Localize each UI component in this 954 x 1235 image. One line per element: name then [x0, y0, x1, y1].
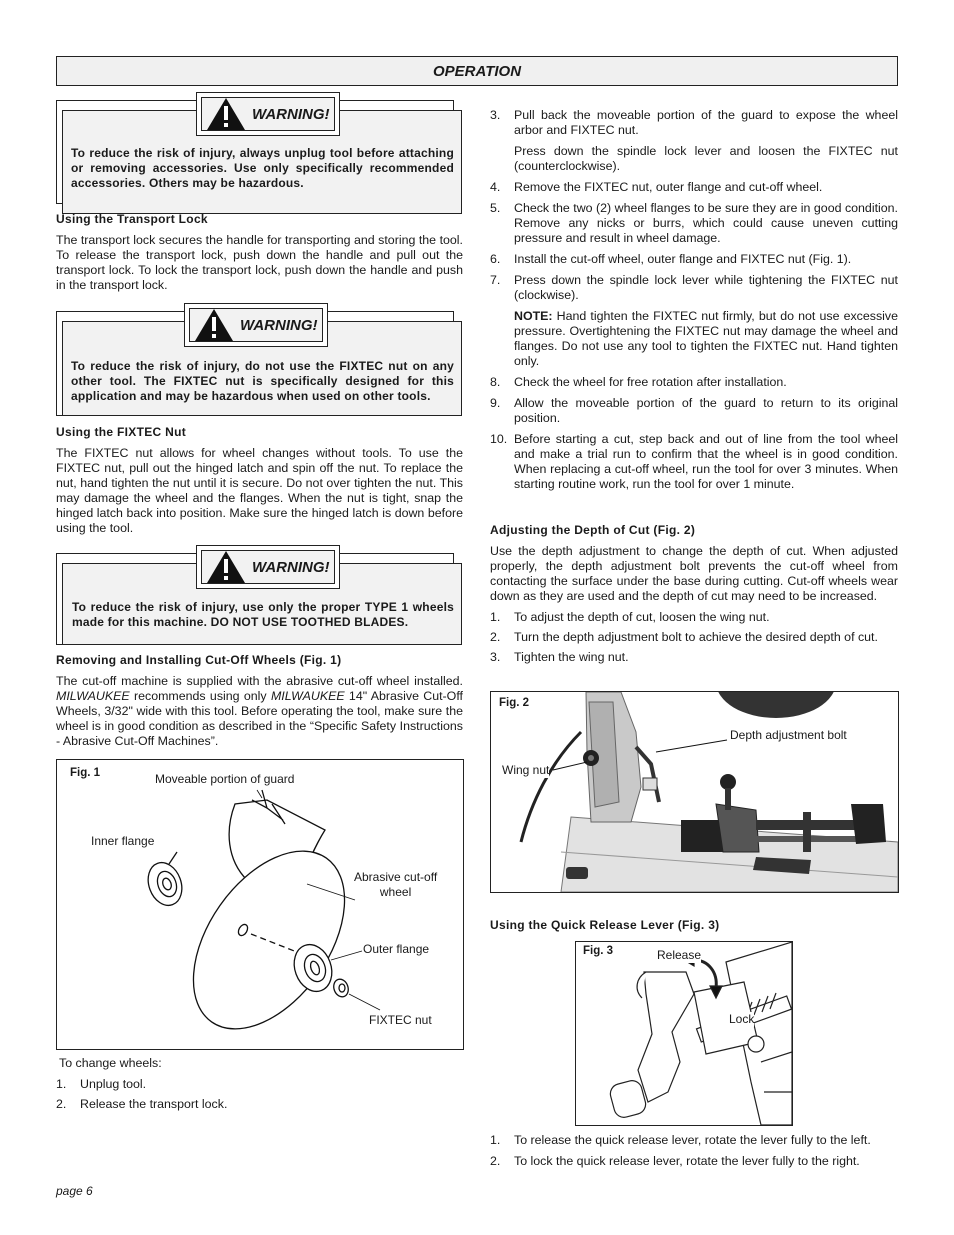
- fixtec-body: The FIXTEC nut allows for wheel changes without tools. To use the FIXTEC nut, pull out the hinged latch and spin off the nut. To replace the nut, hand tighten the nut until it is secure. Do not over tighten the nut. This may damage the wheel and the flanges. When the nut is tight, snap the hinged latch back into position. Make sure the hinged latch is down before using the tool.: [56, 446, 463, 535]
- warning-title: WARNING!: [240, 316, 318, 334]
- callout-inner-flange: Inner flange: [91, 834, 155, 848]
- fig2-label: Fig. 2: [499, 697, 530, 709]
- depth-heading: Adjusting the Depth of Cut (Fig. 2): [490, 523, 696, 537]
- list-item: 3. Tighten the wing nut.: [490, 650, 629, 664]
- depth-adjustment-photo: [491, 692, 898, 892]
- list-item: 7. Press down the spindle lock lever while tightening the FIXTEC nut (clockwise).: [490, 273, 898, 302]
- warning-text-3: To reduce the risk of injury, use only the proper TYPE 1 wheels made for this machine. DO NOT USE TOOTHED BLADES.: [72, 600, 454, 629]
- warning-label-3: [196, 545, 340, 589]
- list-item: 1. To adjust the depth of cut, loosen the wing nut.: [490, 610, 770, 624]
- figure-1: [56, 759, 464, 1050]
- callout-wheel: Abrasive cut-off wheel: [354, 870, 438, 899]
- cutoff-wheel-diagram: [57, 760, 463, 1049]
- warning-label-2: [184, 303, 328, 347]
- callout-fixtec-nut: FIXTEC nut: [369, 1013, 432, 1027]
- figure-2: [490, 691, 899, 893]
- fig1-label: Fig. 1: [70, 767, 101, 779]
- fig3-label: Fig. 3: [583, 945, 614, 957]
- warning-box-3: [56, 545, 464, 645]
- callout-guard: Moveable portion of guard: [155, 772, 295, 786]
- transport-heading: Using the Transport Lock: [56, 212, 208, 226]
- figure-3: [575, 941, 793, 1126]
- change-intro: To change wheels:: [59, 1056, 162, 1070]
- page-number: page 6: [56, 1184, 93, 1198]
- list-item: 6. Install the cut-off wheel, outer flange and FIXTEC nut (Fig. 1).: [490, 252, 852, 266]
- quick-release-diagram: [576, 942, 792, 1125]
- transport-body: The transport lock secures the handle for transporting and storing the tool. To release the transport lock, push down the handle and pull out the transport lock. To lock the transport lock, push down the handle and push in the transport lock.: [56, 233, 463, 292]
- list-item: 2. Turn the depth adjustment bolt to achieve the desired depth of cut.: [490, 630, 878, 644]
- warning-text-2: To reduce the risk of injury, do not use the FIXTEC nut on any other tool. The FIXTEC nut is specifically designed for this application and may be hazardous when used on other tools.: [71, 359, 454, 403]
- note: NOTE: Hand tighten the FIXTEC nut firmly, but do not use excessive pressure. Overtightening the FIXTEC nut may damage the wheel and flanges. Do not use any tool to tighten the FIXTEC nut. Hand tighten only.: [514, 309, 898, 368]
- callout-wing-nut: Wing nut: [502, 763, 550, 777]
- removing-heading: Removing and Installing Cut-Off Wheels (Fig. 1): [56, 653, 342, 667]
- warning-box-1: [56, 92, 464, 204]
- fixtec-heading: Using the FIXTEC Nut: [56, 425, 186, 439]
- callout-release: Release: [657, 948, 702, 962]
- list-item: 1. To release the quick release lever, rotate the lever fully to the left.: [490, 1133, 871, 1147]
- warning-title: WARNING!: [252, 105, 330, 123]
- depth-body: Use the depth adjustment to change the depth of cut. When adjusted properly, the depth adjustment bolt prevents the cut-off wheel from contacting the surface under the base during cutting. Cut-off wheels wear down as they are used and the depth of cut may need to be increased.: [490, 544, 898, 603]
- warning-title: WARNING!: [252, 558, 330, 576]
- list-item: 2. Release the transport lock.: [56, 1097, 228, 1111]
- list-item: 4. Remove the FIXTEC nut, outer flange and cut-off wheel.: [490, 180, 823, 194]
- quick-heading: Using the Quick Release Lever (Fig. 3): [490, 918, 720, 932]
- warning-box-2: [56, 303, 464, 416]
- list-item: 2. To lock the quick release lever, rotate the lever fully to the right.: [490, 1154, 860, 1168]
- warning-triangle-icon: [206, 550, 246, 584]
- callout-depth-bolt: Depth adjustment bolt: [730, 728, 847, 742]
- warning-triangle-icon: [206, 97, 246, 131]
- warning-text-1: To reduce the risk of injury, always unplug tool before attaching or removing accessories. Use only specifically recommended accessories. Others may be hazardous.: [71, 146, 454, 190]
- list-item: 8. Check the wheel for free rotation after installation.: [490, 375, 787, 389]
- callout-lock: Lock: [729, 1012, 755, 1026]
- removing-body: The cut-off machine is supplied with the abrasive cut-off wheel installed. MILWAUKEE recommends using only MILWAUKEE 14" Abrasive Cut-Off Wheels, 3/32" wide with this tool. Before operating the tool, make sure the wheel is in good condition as described in the “Specific Safety Instructions - Abrasive Cut-Off Machines”.: [56, 674, 463, 748]
- list-item: Press down the spindle lock lever and loosen the FIXTEC nut (counterclockwise).: [514, 144, 898, 173]
- warning-label-1: [196, 92, 340, 136]
- list-item: 1. Unplug tool.: [56, 1077, 147, 1091]
- list-item: 3. Pull back the moveable portion of the guard to expose the wheel arbor and FIXTEC nut.: [490, 108, 898, 137]
- warning-triangle-icon: [194, 308, 234, 342]
- section-header: OPERATION: [56, 56, 898, 86]
- callout-outer-flange: Outer flange: [363, 942, 430, 956]
- list-item: 10. Before starting a cut, step back and out of line from the tool wheel and make a trial run to confirm that the wheel is in good condition. When replacing a cut-off wheel, run the tool for over 3 minutes. When starting routine work, run the tool for over 1 minute.: [490, 432, 898, 491]
- list-item: 9. Allow the moveable portion of the guard to return to its original position.: [490, 396, 898, 425]
- list-item: 5. Check the two (2) wheel flanges to be sure they are in good condition. Remove any nicks or burrs, which could cause uneven cutting pressure and result in wheel damage.: [490, 201, 898, 245]
